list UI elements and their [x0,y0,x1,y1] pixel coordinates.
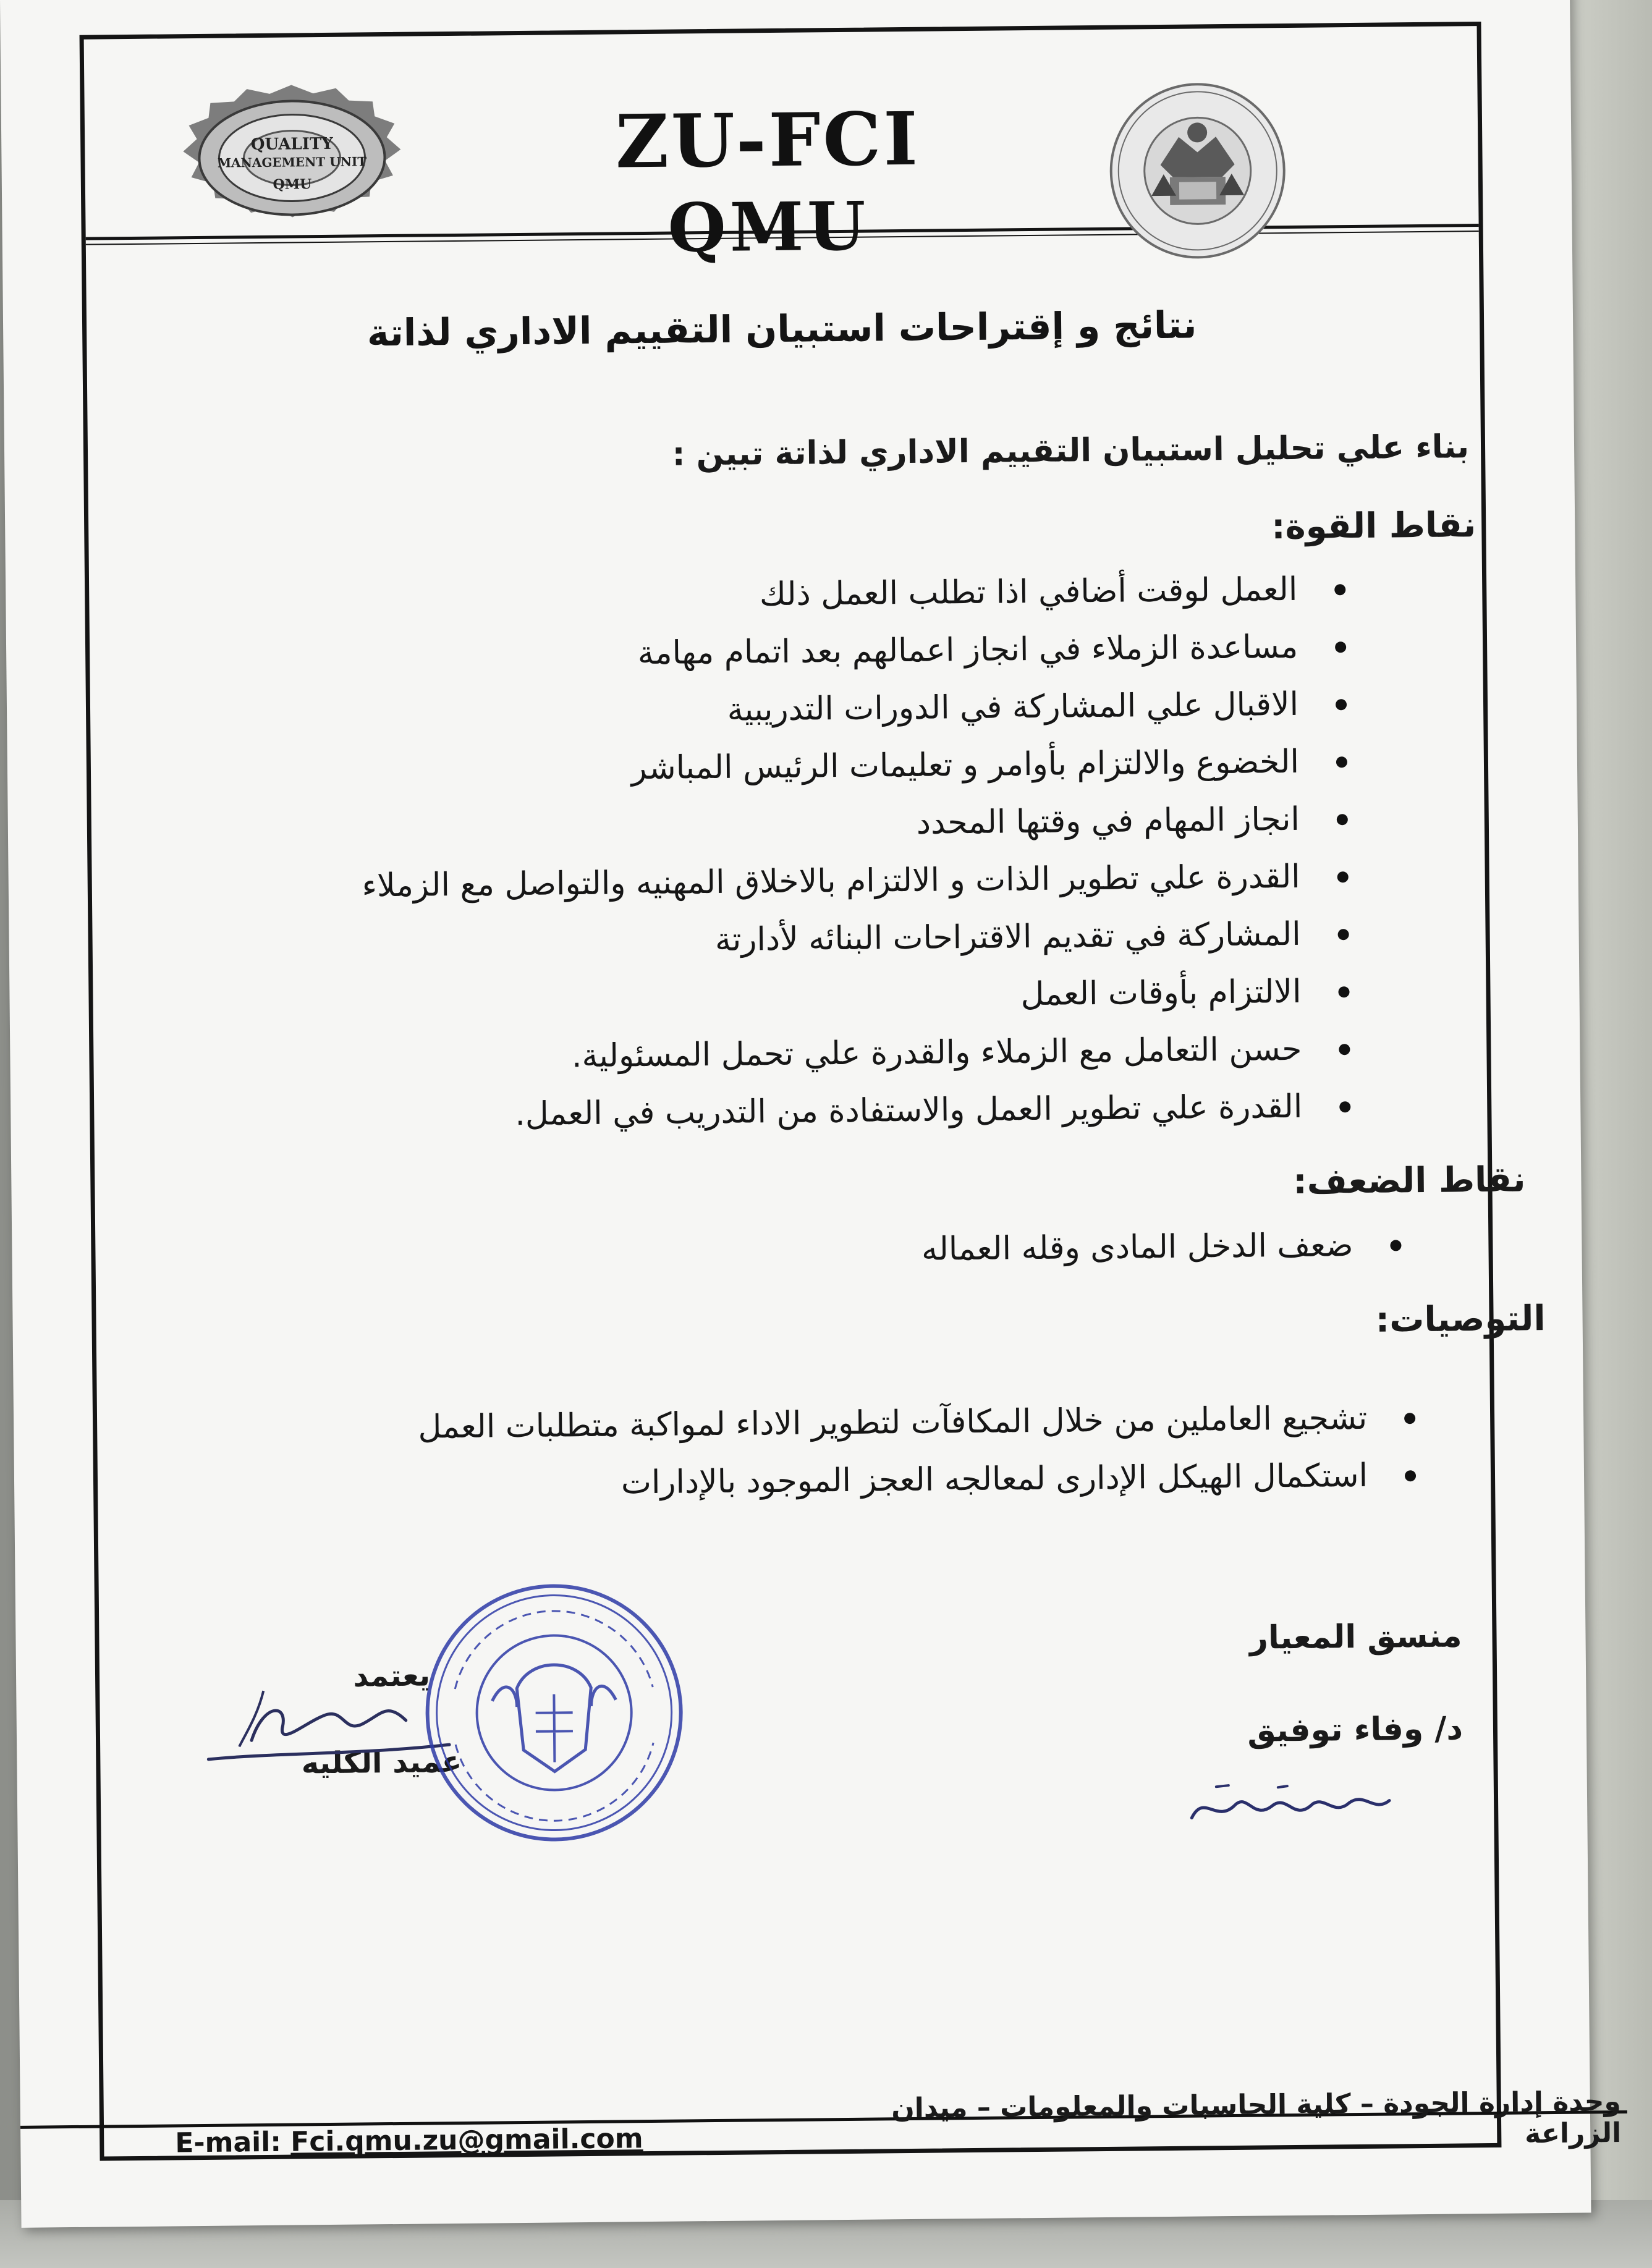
bullet-icon [1338,929,1349,940]
coordinator-name: د/ وفاء توفيق [1247,1710,1464,1750]
bullet-icon [1336,756,1347,768]
email-label: E-mail: [175,2126,282,2159]
coordinator-title: منسق المعيار [1249,1617,1462,1657]
bullet-icon [1405,1470,1416,1481]
bullet-icon [1404,1413,1415,1424]
brand-line-qmu: QMU [667,187,870,268]
bullet-icon [1336,699,1347,710]
list-item [360,675,1354,742]
intro-text: بناء علي تحليل استبيان التقييم الاداري لذاتة تبين : [672,428,1470,473]
list-item [361,790,1355,857]
footer-address: وحدة إدارة الجودة – كلية الحاسبات والمعلومات – ميدان الزراعة [891,2085,1622,2150]
strength-text: الاقبال علي المشاركة في الدورات التدريبية [727,685,1299,729]
bullet-icon [1390,1240,1401,1251]
bullet-icon [1337,814,1348,825]
recommendations-heading: التوصيات: [1375,1298,1546,1340]
list-item [921,1216,1409,1279]
list-item [360,733,1355,800]
strength-text: حسن التعامل مع الزملاء والقدرة علي تحمل المسئولية. [571,1030,1302,1075]
list-item [359,561,1353,627]
brand-title [533,95,1004,268]
document-title: نتائج و إقتراحات استبيان التقييم الاداري لذاتة [366,303,1197,355]
logo-text-quality: QUALITY [250,134,333,154]
strength-text: المشاركة في تقديم الاقتراحات البنائه لأدارتة [714,915,1301,958]
footer-email [175,2122,731,2159]
bullet-icon [1339,1044,1350,1055]
list-item [363,1020,1358,1087]
bullet-icon [1339,1101,1350,1112]
logo-text-qmu: QMU [273,176,312,193]
strength-text: الخضوع والالتزام بأوامر و تعليمات الرئيس المباشر [631,743,1300,787]
weaknesses-heading: نقاط الضعف: [1293,1159,1526,1203]
dean-label: عميد الكليه [301,1744,462,1781]
list-item [363,963,1357,1030]
brand-line-zu-fci: ZU-FCI [615,95,921,185]
strength-text: العمل لوقت أضافي اذا تطلب العمل ذلك [759,570,1298,614]
strengths-heading: نقاط القوة: [1271,505,1476,548]
list-item [362,848,1356,915]
bullet-icon [1334,584,1345,595]
coordinator-signature [1179,1766,1402,1836]
bullet-icon [1337,871,1349,882]
list-item [362,905,1357,972]
strength-text: مساعدة الزملاء في انجاز اعمالهم بعد اتمام مهامة [637,628,1298,672]
list-item [418,1447,1424,1514]
strength-text: الالتزام بأوقات العمل [1020,973,1302,1013]
list-item [418,1389,1423,1457]
recommendations-list [418,1389,1423,1514]
official-stamp [417,1575,692,1850]
weakness-text: ضعف الدخل المادى وقله العماله [921,1227,1353,1268]
email-link[interactable]: Fci.qmu.zu@gmail.com [290,2123,643,2158]
list-item [360,618,1354,685]
logo-text-management-unit: MANAGEMENT UNIT [217,154,367,171]
recommendation-text: استكمال الهيكل الإدارى لمعالجه العجز الموجود بالإدارات [621,1457,1368,1502]
list-item [364,1078,1358,1145]
strengths-list [359,561,1358,1145]
weaknesses-list [921,1216,1409,1279]
faculty-emblem [1095,74,1300,268]
bullet-icon [1335,641,1346,653]
strength-text: القدرة علي تطوير العمل والاستفادة من التدريب في العمل. [515,1088,1303,1133]
qmu-logo [167,77,416,240]
strength-text: انجاز المهام في وقتها المحدد [916,800,1300,842]
recommendation-text: تشجيع العاملين من خلال المكافآت لتطوير الاداء لمواكبة متطلبات العمل [418,1399,1368,1446]
strength-text: القدرة علي تطوير الذات و الالتزام بالاخلاق المهنيه والتواصل مع الزملاء [362,858,1301,905]
bullet-icon [1338,986,1349,997]
approval-label: يعتمد [353,1658,431,1694]
